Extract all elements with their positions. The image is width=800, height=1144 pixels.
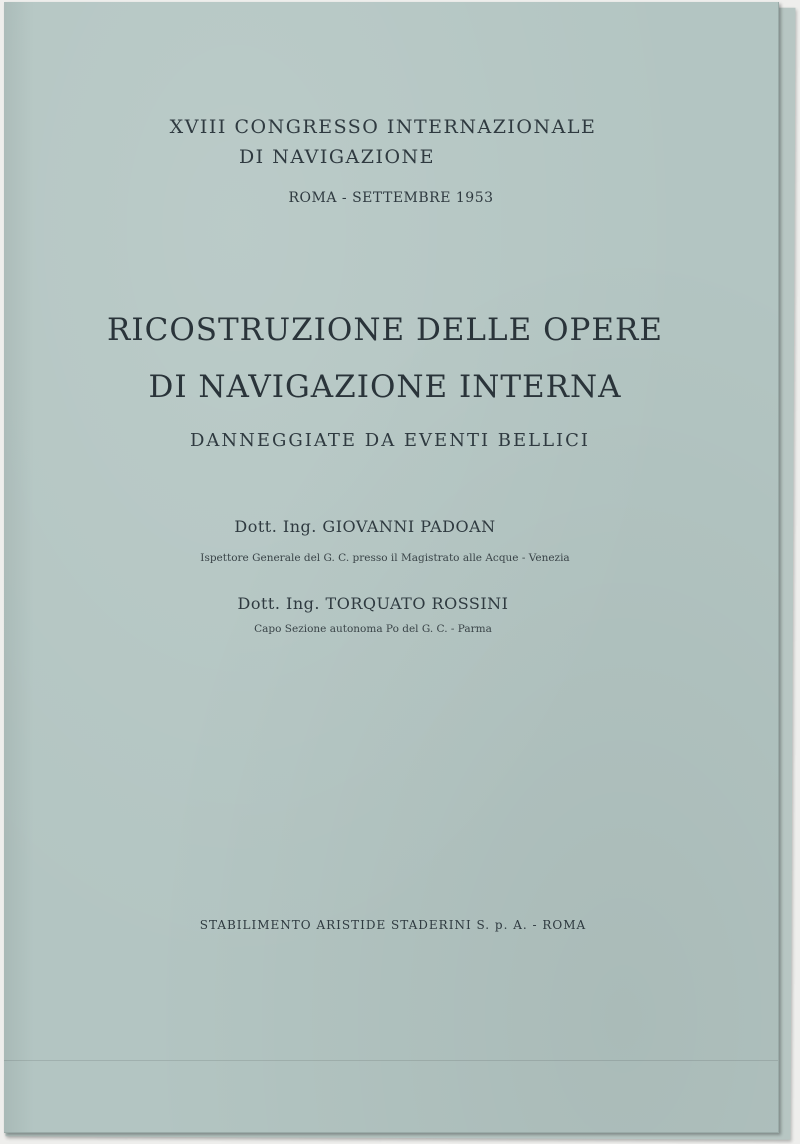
author-name-1: Dott. Ing. GIOVANNI PADOAN [234, 517, 496, 536]
book-cover [4, 2, 779, 1133]
title-line-2: DI NAVIGAZIONE INTERNA [148, 369, 622, 405]
congress-place-date: ROMA - SETTEMBRE 1953 [288, 190, 494, 206]
author-name-2: Dott. Ing. TORQUATO ROSSINI [237, 594, 509, 613]
congress-line-1: XVIII CONGRESSO INTERNAZIONALE [169, 116, 597, 138]
spine-shadow [4, 2, 34, 1132]
title-subtitle: DANNEGGIATE DA EVENTI BELLICI [189, 430, 591, 451]
publisher-imprint: STABILIMENTO ARISTIDE STADERINI S. p. A. - ROMA [199, 918, 587, 932]
congress-line-2: DI NAVIGAZIONE [238, 146, 436, 168]
author-role-1: Ispettore Generale del G. C. presso il Magistrato alle Acque - Venezia [200, 552, 570, 564]
title-line-1: RICOSTRUZIONE DELLE OPERE [107, 312, 663, 348]
cover-crease [4, 1060, 778, 1061]
author-role-2: Capo Sezione autonoma Po del G. C. - Parma [254, 623, 492, 635]
